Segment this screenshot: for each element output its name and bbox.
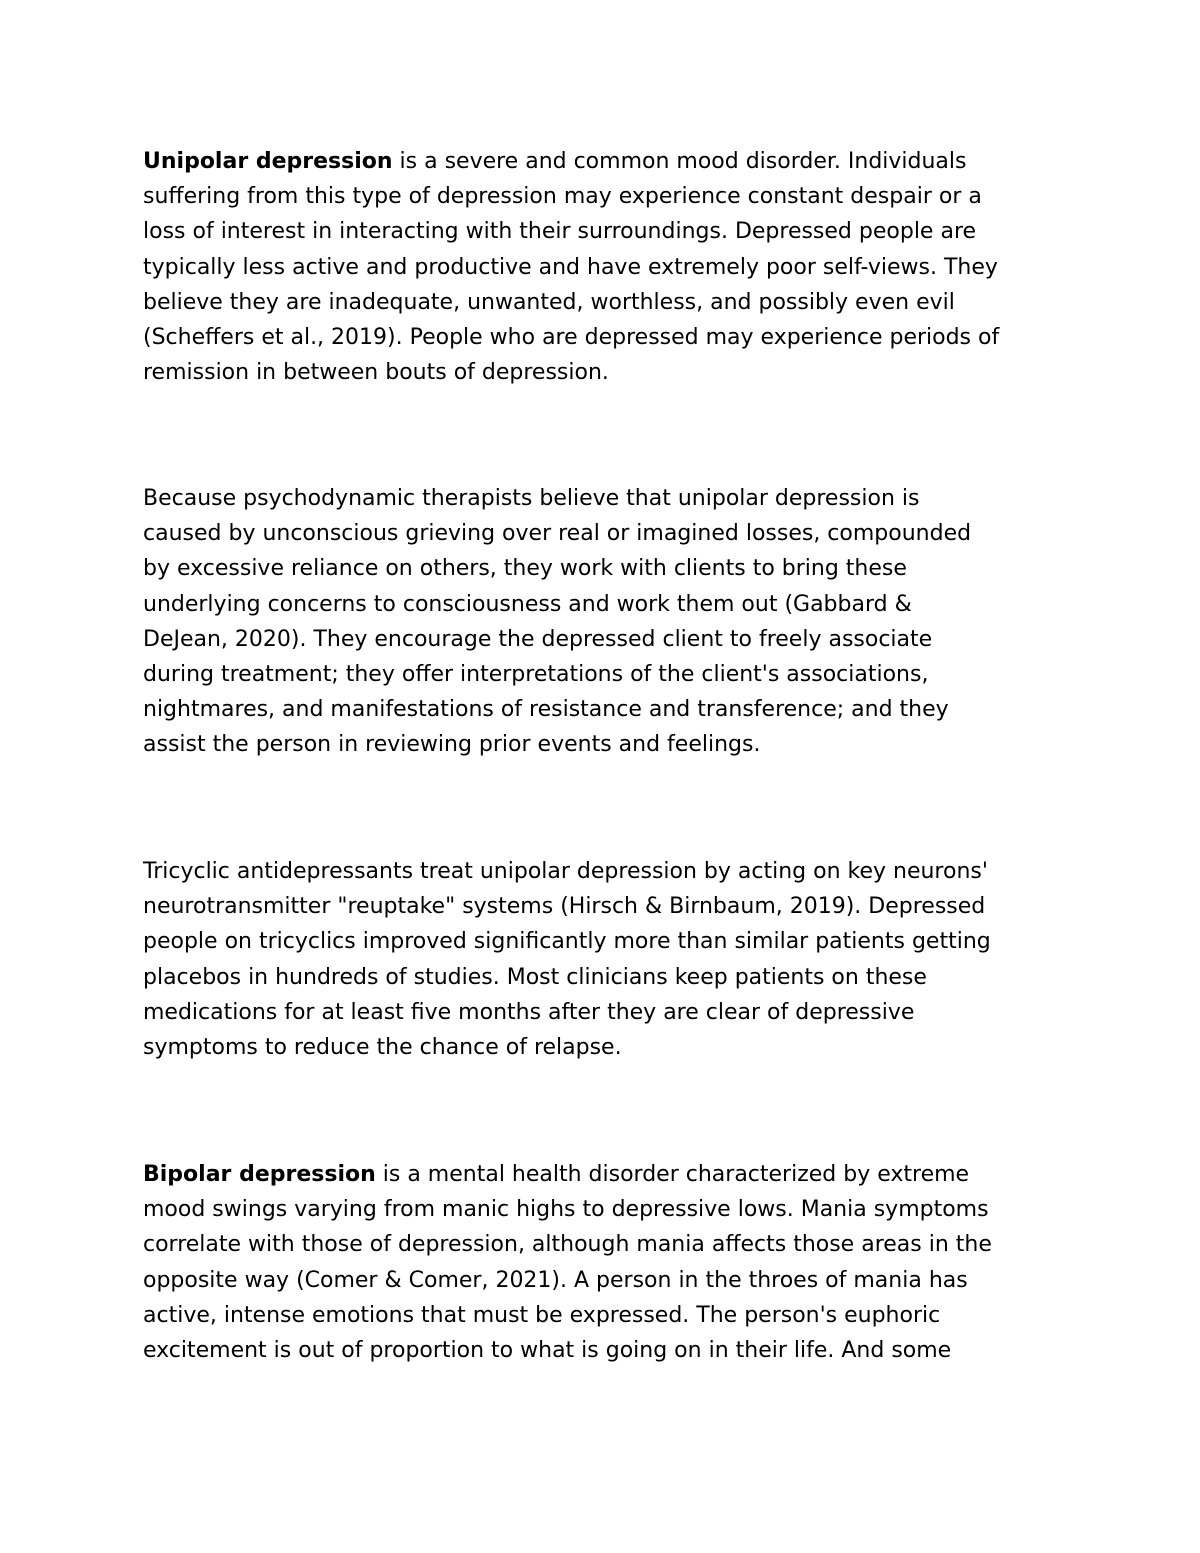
line-text: underlying concerns to consciousness and work them out (Gabbard & (143, 591, 912, 617)
line-text: DeJean, 2020). They encourage the depressed client to freely associate (143, 626, 933, 652)
line-text: remission in between bouts of depression. (143, 360, 609, 386)
line-text: excitement is out of proportion to what is going on in their life. And some (143, 1338, 952, 1364)
line-text: assist the person in reviewing prior events and feelings. (143, 732, 761, 758)
line-text: nightmares, and manifestations of resistance and transference; and they (143, 697, 949, 723)
line-text: Because psychodynamic therapists believe that unipolar depression is (143, 486, 920, 511)
line-text: loss of interest in interacting with their surroundings. Depressed people are (143, 219, 977, 245)
line-text: is a mental health disorder characterized by extreme (375, 1162, 970, 1187)
line-text: mood swings varying from manic highs to depressive lows. Mania symptoms (143, 1197, 989, 1223)
line-text: caused by unconscious grieving over real or imagined losses, compounded (143, 521, 972, 547)
line-text: people on tricyclics improved significantly more than similar patients getting (143, 929, 991, 955)
line-text: is a severe and common mood disorder. Individuals (392, 149, 967, 174)
line-text: typically less active and productive and have extremely poor self-views. They (143, 254, 998, 280)
line-text: symptoms to reduce the chance of relapse. (143, 1035, 622, 1061)
line-text: opposite way (Comer & Comer, 2021). A person in the throes of mania has (143, 1267, 968, 1293)
line-text: (Scheffers et al., 2019). People who are depressed may experience periods of (143, 325, 1000, 351)
paragraph-tricyclic-antidepressants (143, 854, 1073, 1065)
line-text: medications for at least five months after they are clear of depressive (143, 999, 915, 1025)
paragraph-unipolar-depression (143, 144, 1073, 390)
line-text: correlate with those of depression, although mania affects those areas in the (143, 1232, 992, 1258)
line-text: neurotransmitter "reuptake" systems (Hirsch & Birnbaum, 2019). Depressed (143, 894, 986, 920)
line-text: during treatment; they offer interpretations of the client's associations, (143, 662, 929, 688)
line-text: suffering from this type of depression may experience constant despair or a (143, 184, 982, 210)
line-text: active, intense emotions that must be expressed. The person's euphoric (143, 1302, 941, 1328)
term-bipolar-depression: Bipolar depression (143, 1162, 376, 1187)
line-text: by excessive reliance on others, they work with clients to bring these (143, 556, 907, 582)
line-text: placebos in hundreds of studies. Most clinicians keep patients on these (143, 964, 927, 990)
line-text: believe they are inadequate, unwanted, worthless, and possibly even evil (143, 289, 955, 315)
line-text: Tricyclic antidepressants treat unipolar depression by acting on key neurons' (143, 859, 988, 884)
term-unipolar-depression: Unipolar depression (143, 149, 393, 174)
paragraph-psychodynamic-therapy (143, 481, 1073, 763)
paragraph-bipolar-depression (143, 1157, 1073, 1368)
